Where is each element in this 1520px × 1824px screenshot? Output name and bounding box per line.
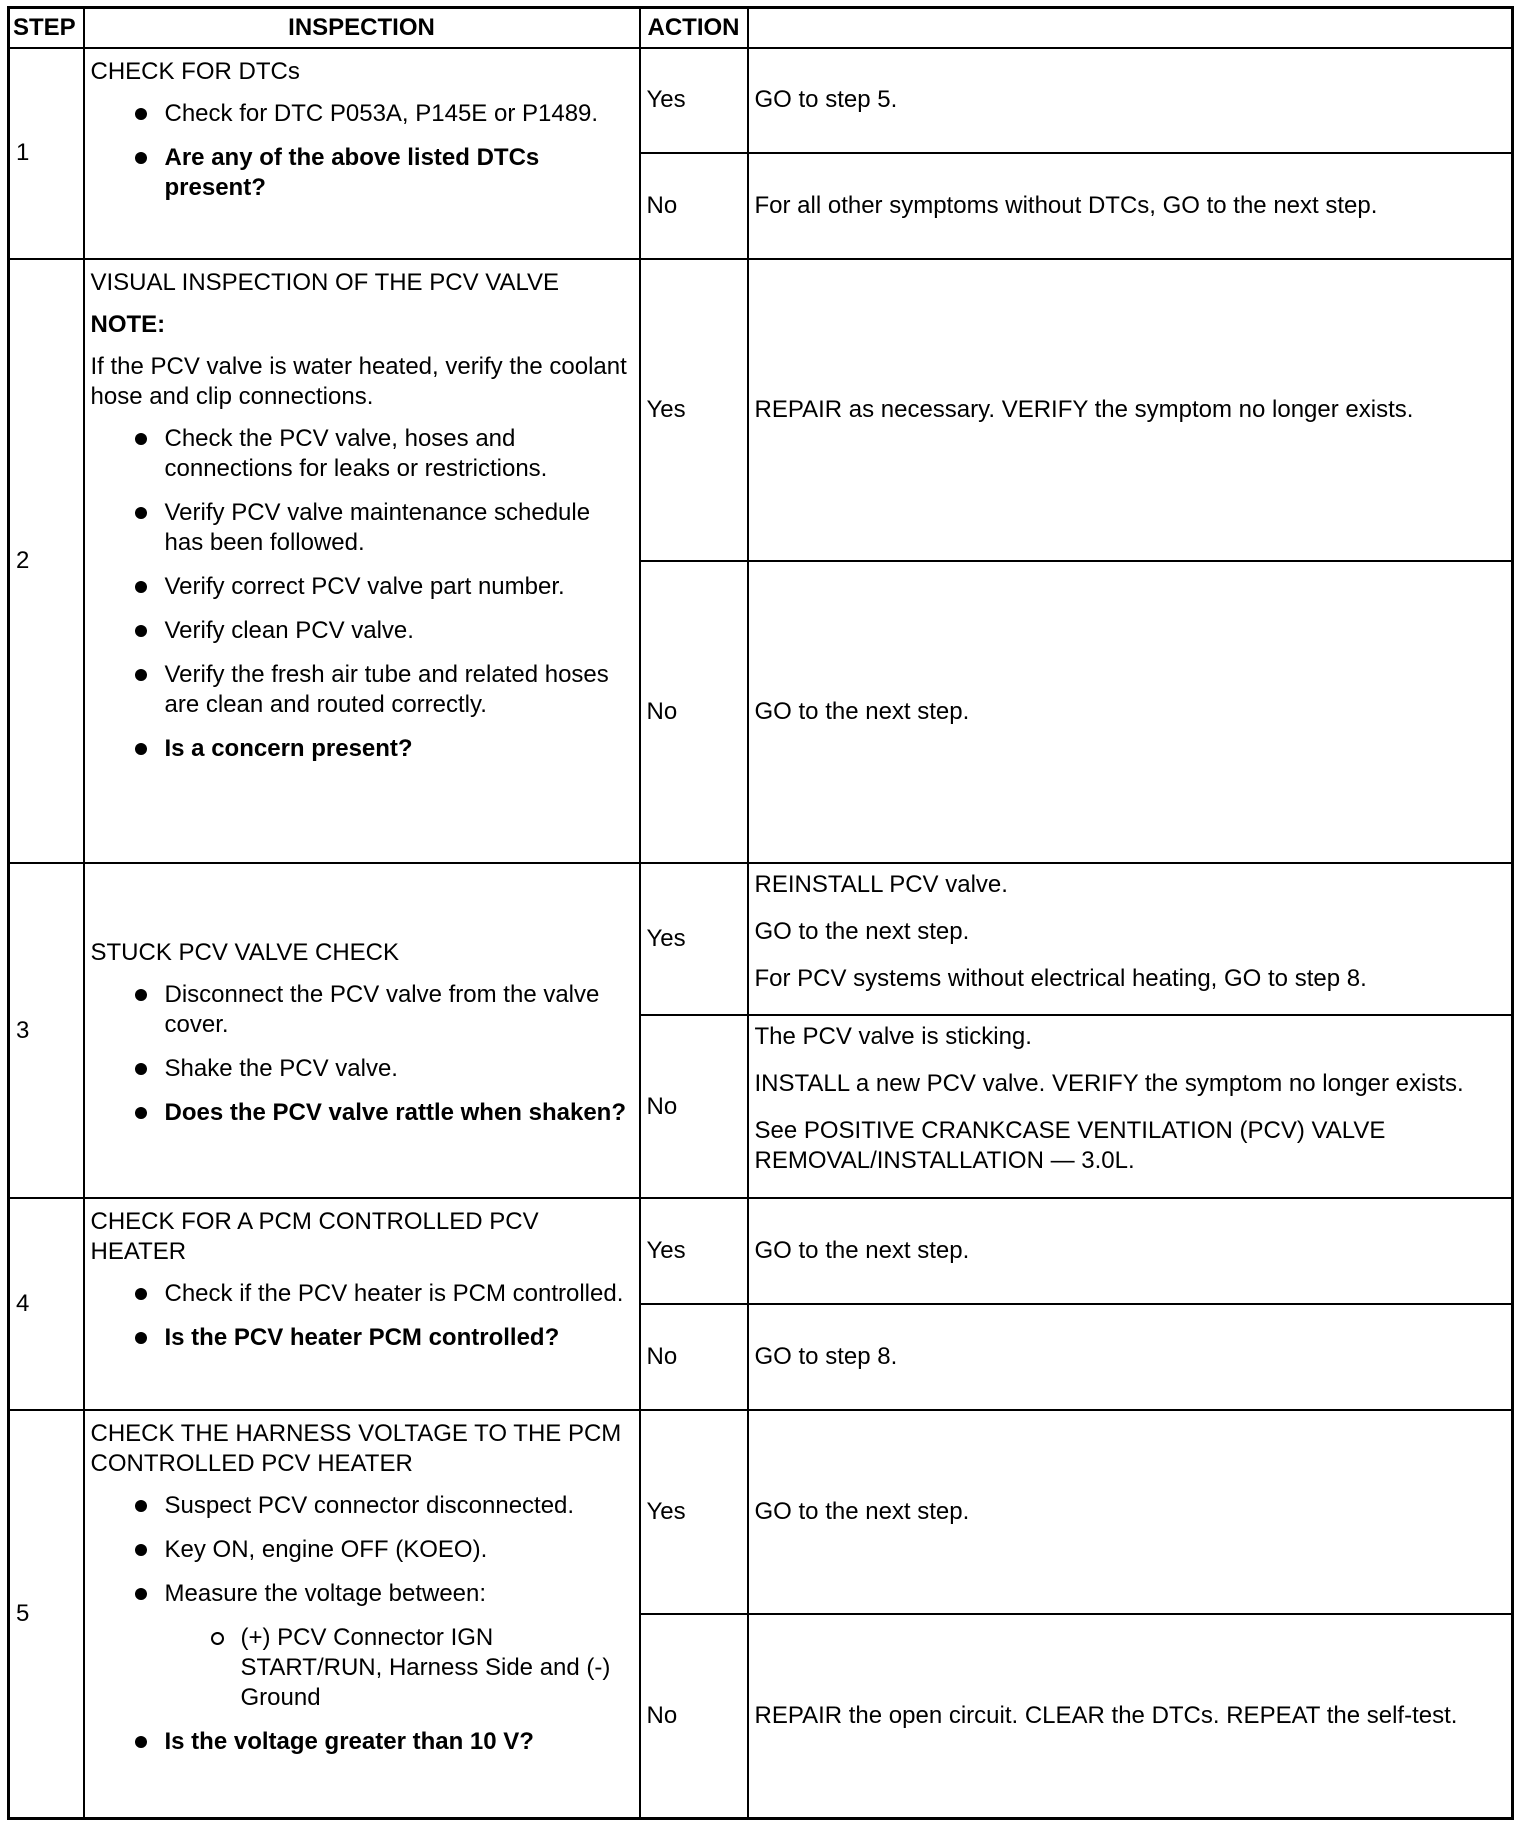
- step-3-yes-label: Yes: [640, 863, 748, 1015]
- step-2-bullet: Verify correct PCV valve part number.: [165, 572, 633, 602]
- step-2-note-label: NOTE:: [90, 310, 166, 338]
- step-4-inspection: [84, 1198, 640, 1410]
- step-5-yes-row: [9, 1410, 1513, 1614]
- step-2-no-label: No: [640, 561, 748, 863]
- step-3-no-line: See POSITIVE CRANKCASE VENTILATION (PCV) VALVE REMOVAL/INSTALLATION — 3.0L.: [754, 1117, 1386, 1174]
- header-step: STEP: [9, 8, 84, 48]
- step-1-inspection: [84, 48, 640, 259]
- step-5-inspection: [84, 1410, 640, 1818]
- header-result: [748, 8, 1513, 48]
- step-2-bullet: Check the PCV valve, hoses and connections for leaks or restrictions.: [165, 424, 633, 484]
- step-5-bullet: Measure the voltage between:: [165, 1579, 633, 1609]
- header-action: ACTION: [640, 8, 748, 48]
- step-4-question: Is the PCV heater PCM controlled?: [165, 1323, 633, 1353]
- step-5-sub-bullet: (+) PCV Connector IGN START/RUN, Harness Side and (-) Ground: [241, 1623, 633, 1713]
- step-4-yes-label: Yes: [640, 1198, 748, 1304]
- step-4-no-result: GO to step 8.: [748, 1304, 1513, 1410]
- step-2-bullet: Verify clean PCV valve.: [165, 616, 633, 646]
- step-1-question: Are any of the above listed DTCs present?: [165, 143, 633, 203]
- step-3-yes-line: REINSTALL PCV valve.: [754, 870, 1008, 898]
- step-5-no-result: REPAIR the open circuit. CLEAR the DTCs. REPEAT the self-test.: [748, 1614, 1513, 1818]
- step-1-yes-label: Yes: [640, 48, 748, 153]
- step-2-bullet: Verify the fresh air tube and related hoses are clean and routed correctly.: [165, 660, 633, 720]
- step-3-title: STUCK PCV VALVE CHECK: [90, 938, 400, 966]
- step-5-yes-result: GO to the next step.: [748, 1410, 1513, 1614]
- step-3-yes-row: [9, 863, 1513, 1015]
- header-row: [9, 8, 1513, 48]
- step-5-yes-label: Yes: [640, 1410, 748, 1614]
- step-number: 5: [9, 1410, 84, 1818]
- step-4-yes-result: GO to the next step.: [748, 1198, 1513, 1304]
- step-3-no-line: INSTALL a new PCV valve. VERIFY the symptom no longer exists.: [754, 1070, 1464, 1097]
- step-3-yes-line: GO to the next step.: [754, 917, 970, 945]
- step-5-no-label: No: [640, 1614, 748, 1818]
- step-number: 4: [9, 1198, 84, 1410]
- step-1-no-result: For all other symptoms without DTCs, GO to the next step.: [748, 153, 1513, 259]
- step-number: 2: [9, 259, 84, 863]
- step-4-yes-row: [9, 1198, 1513, 1304]
- step-2-yes-label: Yes: [640, 259, 748, 561]
- step-5-question: Is the voltage greater than 10 V?: [165, 1727, 633, 1757]
- step-2-bullet: Verify PCV valve maintenance schedule has been followed.: [165, 498, 633, 558]
- step-5-title: CHECK THE HARNESS VOLTAGE TO THE PCM CONTROLLED PCV HEATER: [90, 1420, 622, 1478]
- step-3-bullet: Disconnect the PCV valve from the valve cover.: [165, 980, 633, 1040]
- step-3-no-line: The PCV valve is sticking.: [754, 1023, 1032, 1050]
- step-2-yes-row: [9, 259, 1513, 561]
- header-inspection: INSPECTION: [84, 8, 640, 48]
- step-3-no-result: [748, 1015, 1513, 1198]
- step-4-bullet: Check if the PCV heater is PCM controlled.: [165, 1279, 633, 1309]
- step-3-bullet: Shake the PCV valve.: [165, 1054, 633, 1084]
- step-3-inspection: [84, 863, 640, 1198]
- step-5-bullet: Key ON, engine OFF (KOEO).: [165, 1535, 633, 1565]
- step-4-title: CHECK FOR A PCM CONTROLLED PCV HEATER: [90, 1208, 539, 1266]
- step-2-inspection: [84, 259, 640, 863]
- step-2-note-text: If the PCV valve is water heated, verify the coolant hose and clip connections.: [90, 352, 627, 410]
- step-1-yes-row: [9, 48, 1513, 153]
- step-1-yes-result: GO to step 5.: [748, 48, 1513, 153]
- step-number: 1: [9, 48, 84, 259]
- step-4-no-label: No: [640, 1304, 748, 1410]
- step-number: 3: [9, 863, 84, 1198]
- diagnostic-table-container: [7, 6, 1511, 1820]
- step-1-bullet: Check for DTC P053A, P145E or P1489.: [165, 99, 633, 129]
- step-3-yes-line: For PCV systems without electrical heating, GO to step 8.: [754, 964, 1367, 992]
- step-2-title: VISUAL INSPECTION OF THE PCV VALVE: [90, 268, 560, 296]
- step-5-bullet: Suspect PCV connector disconnected.: [165, 1491, 633, 1521]
- step-1-title: CHECK FOR DTCs: [90, 57, 300, 85]
- step-2-yes-result: REPAIR as necessary. VERIFY the symptom no longer exists.: [748, 259, 1513, 561]
- step-2-question: Is a concern present?: [165, 734, 633, 764]
- step-2-no-result: GO to the next step.: [748, 561, 1513, 863]
- step-3-yes-result: [748, 863, 1513, 1015]
- step-3-question: Does the PCV valve rattle when shaken?: [165, 1098, 633, 1128]
- diagnostic-table: [7, 6, 1514, 1820]
- step-3-no-label: No: [640, 1015, 748, 1198]
- step-1-no-label: No: [640, 153, 748, 259]
